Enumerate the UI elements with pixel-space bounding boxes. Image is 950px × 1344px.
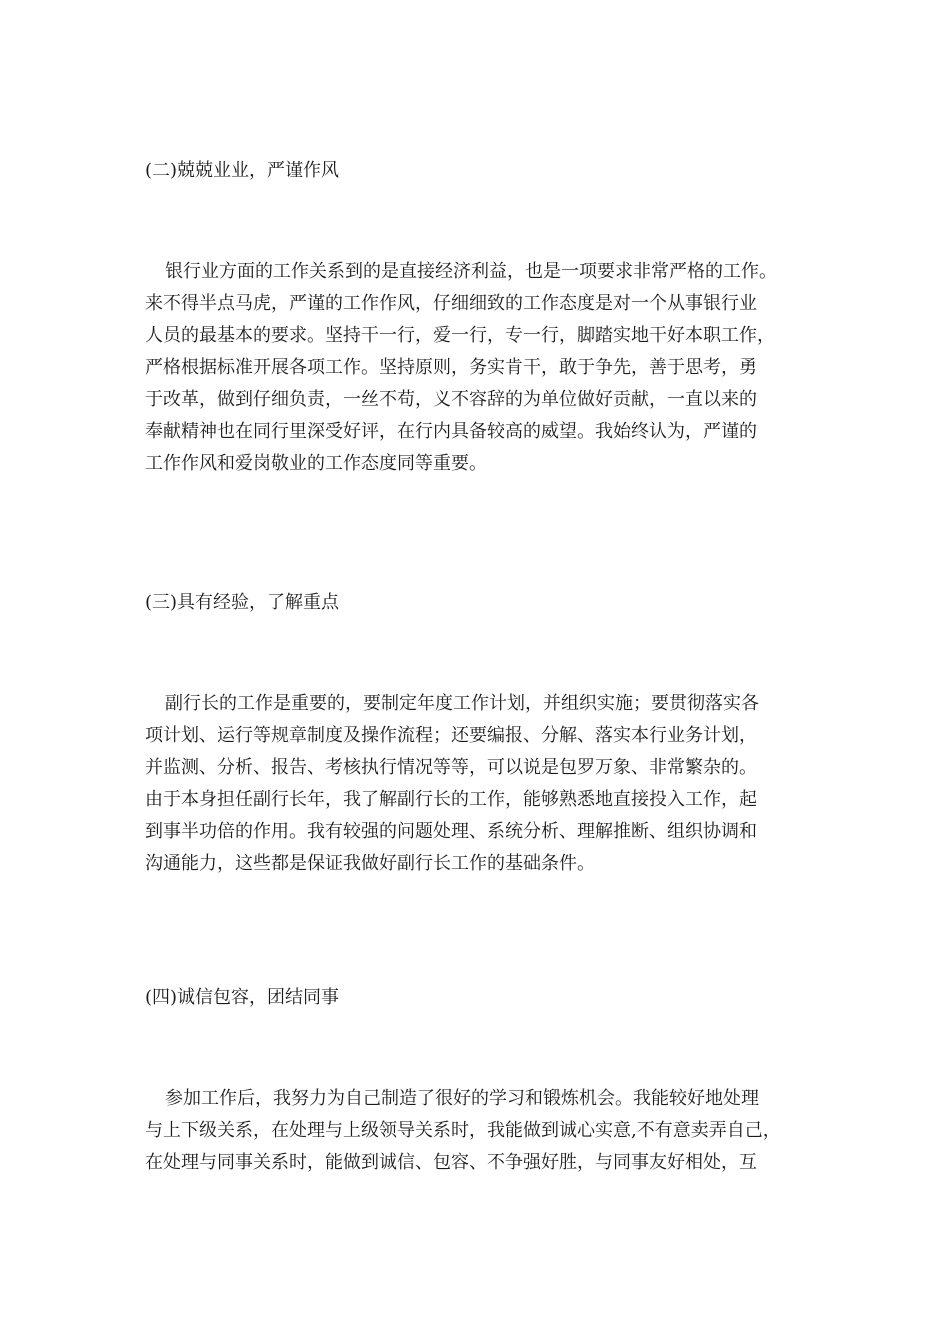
section-heading-2: (二)兢兢业业，严谨作风 [145,160,340,181]
paragraph-line: 沟通能力，这些都是保证我做好副行长工作的基础条件。 [145,853,595,874]
paragraph-line: 项计划、运行等规章制度及操作流程；还要编报、分解、落实本行业务计划， [145,725,757,746]
paragraph-line: 副行长的工作是重要的，要制定年度工作计划，并组织实施；要贯彻落实各 [165,693,759,714]
paragraph-line: 在处理与同事关系时，能做到诚信、包容、不争强好胜，与同事友好相处，互 [145,1152,757,1173]
paragraph-line: 并监测、分析、报告、考核执行情况等等，可以说是包罗万象、非常繁杂的。 [145,757,757,778]
section-paragraph-4 [145,1083,825,1179]
paragraph-line: 工作作风和爱岗敬业的工作态度同等重要。 [145,453,487,474]
section-paragraph-2 [145,256,825,480]
section-paragraph-3 [145,688,825,880]
paragraph-line: 奉献精神也在同行里深受好评，在行内具备较高的威望。我始终认为，严谨的 [145,421,757,442]
paragraph-line: 严格根据标准开展各项工作。坚持原则，务实肯干，敢于争先，善于思考，勇 [145,357,757,378]
paragraph-line: 人员的最基本的要求。坚持干一行，爱一行，专一行，脚踏实地干好本职工作， [145,325,775,346]
section-heading-3: (三)具有经验，了解重点 [145,592,340,613]
paragraph-line: 到事半功倍的作用。我有较强的问题处理、系统分析、理解推断、组织协调和 [145,821,757,842]
paragraph-line: 来不得半点马虎，严谨的工作作风，仔细细致的工作态度是对一个从事银行业 [145,293,757,314]
paragraph-line: 与上下级关系，在处理与上级领导关系时，我能做到诚心实意,不有意卖弄自己， [145,1120,781,1141]
section-heading-4: (四)诚信包容，团结同事 [145,987,340,1008]
paragraph-line: 于改革，做到仔细负责，一丝不苟，义不容辞的为单位做好贡献，一直以来的 [145,389,757,410]
paragraph-line: 由于本身担任副行长年，我了解副行长的工作，能够熟悉地直接投入工作，起 [145,789,757,810]
paragraph-line: 参加工作后，我努力为自己制造了很好的学习和锻炼机会。我能较好地处理 [165,1088,759,1109]
paragraph-line: 银行业方面的工作关系到的是直接经济利益，也是一项要求非常严格的工作。 [165,261,777,282]
